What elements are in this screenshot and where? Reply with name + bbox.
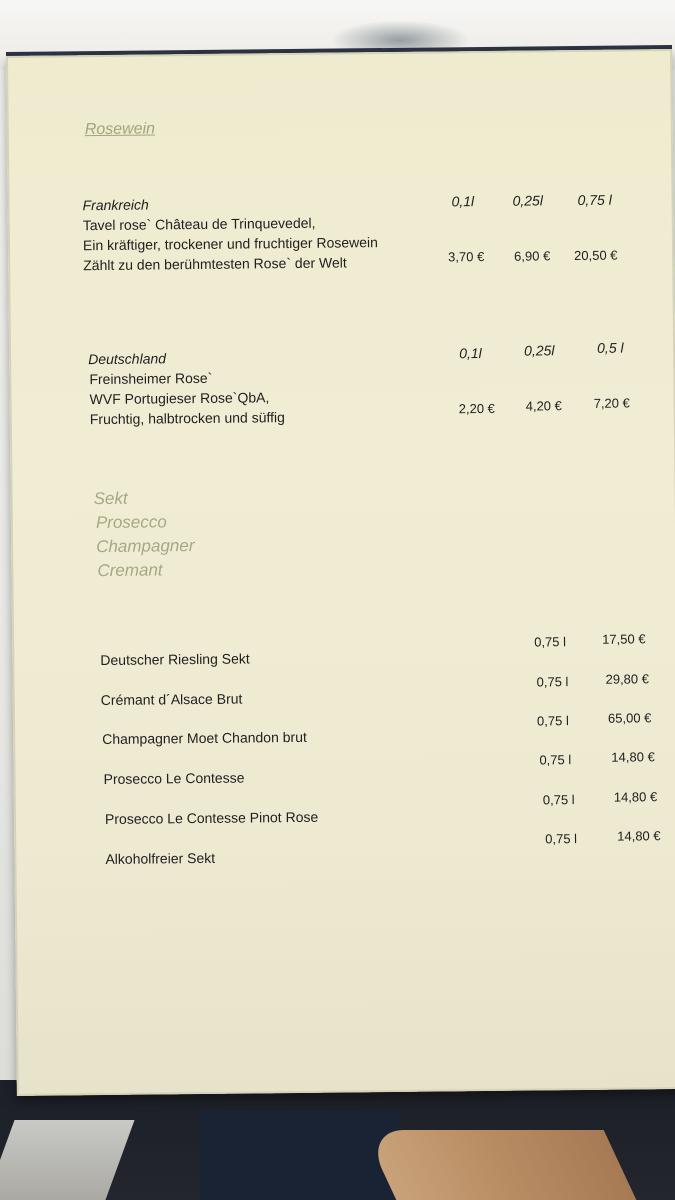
deutschland-price-1: 2,20 € (458, 400, 495, 417)
sekt-item-1-name: Deutscher Riesling Sekt (100, 650, 250, 669)
sekt-item-3-price: 65,00 € (607, 710, 652, 726)
sekt-item-6-price: 14,80 € (617, 828, 661, 844)
sekt-item-4-price: 14,80 € (611, 749, 655, 765)
frankreich-line-3: Zählt zu den berühmtesten Rose` der Welt (83, 254, 347, 274)
frankreich-price-2: 6,90 € (514, 248, 551, 264)
frankreich-region: Frankreich (82, 196, 149, 214)
menu-page (6, 49, 675, 1096)
wooden-chair (364, 1130, 637, 1200)
frankreich-size-3: 0,75 l (577, 191, 612, 209)
champagner-heading: Champagner (96, 536, 195, 557)
sekt-item-2-name: Crémant d´Alsace Brut (100, 690, 243, 709)
sleeve (200, 1110, 400, 1200)
rosewein-heading: Rosewein (84, 120, 156, 139)
sekt-item-4-size: 0,75 l (539, 752, 572, 768)
frankreich-line-2: Ein kräftiger, trockener und fruchtiger Rosewein (82, 234, 378, 254)
sekt-item-1-price: 17,50 € (602, 631, 646, 647)
sekt-item-5-name: Prosecco Le Contesse Pinot Rose (104, 808, 319, 828)
deutschland-size-3: 0,5 l (597, 339, 624, 356)
frankreich-size-2: 0,25l (512, 192, 543, 209)
sekt-item-1-size: 0,75 l (534, 634, 567, 650)
sekt-item-4-name: Prosecco Le Contesse (103, 769, 245, 788)
deutschland-line-2: WVF Portugieser Rose`QbA, (89, 389, 270, 408)
deutschland-region: Deutschland (88, 350, 167, 368)
frankreich-price-1: 3,70 € (448, 249, 485, 265)
deutschland-line-1: Freinsheimer Rose` (89, 369, 213, 388)
sekt-item-2-size: 0,75 l (536, 674, 569, 690)
prosecco-heading: Prosecco (95, 512, 167, 533)
sekt-item-3-size: 0,75 l (536, 713, 569, 729)
cremant-heading: Cremant (97, 560, 163, 581)
frankreich-line-1: Tavel rose` Château de Trinquevedel, (82, 214, 316, 234)
sekt-item-6-name: Alkoholfreier Sekt (105, 849, 216, 868)
deutschland-size-2: 0,25l (524, 342, 555, 359)
sekt-item-2-price: 29,80 € (605, 671, 650, 687)
frankreich-price-3: 20,50 € (574, 247, 618, 264)
sekt-item-6-size: 0,75 l (545, 831, 578, 847)
sekt-item-5-price: 14,80 € (613, 789, 658, 805)
deutschland-price-3: 7,20 € (593, 395, 630, 411)
sekt-item-3-name: Champagner Moet Chandon brut (102, 728, 307, 748)
deutschland-line-3: Fruchtig, halbtrocken und süffig (89, 409, 285, 428)
deutschland-size-1: 0,1l (459, 345, 482, 362)
deutschland-price-2: 4,20 € (525, 398, 562, 414)
sekt-item-5-size: 0,75 l (542, 792, 575, 808)
sekt-heading: Sekt (93, 488, 128, 509)
frankreich-size-1: 0,1l (451, 193, 475, 210)
